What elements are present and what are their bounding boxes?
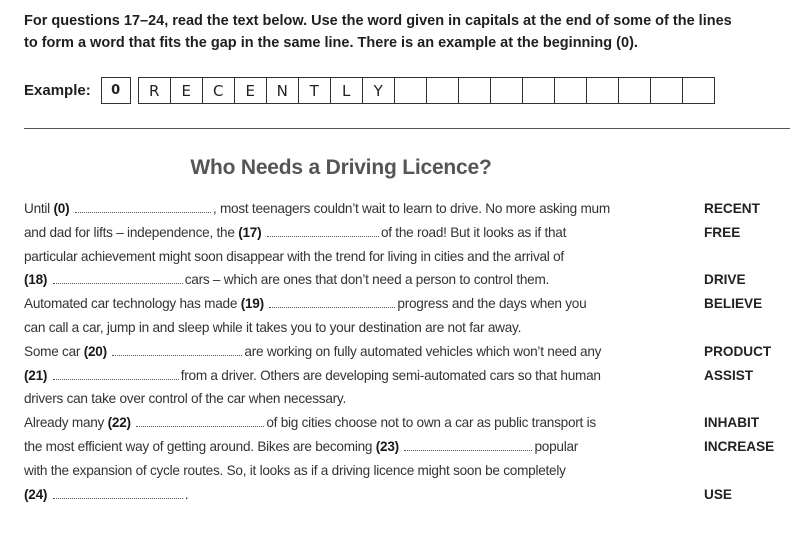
example-label: Example:	[24, 82, 91, 99]
passage-line	[24, 387, 704, 411]
example-letter-box	[522, 77, 555, 104]
example-letter-box: Y	[362, 77, 395, 104]
example-letter-box: E	[170, 77, 203, 104]
example-letter-box: L	[330, 77, 363, 104]
passage	[24, 197, 704, 506]
gap-blank[interactable]	[267, 226, 379, 237]
line-text: Automated car technology has made	[24, 296, 241, 312]
passage-line	[24, 340, 704, 364]
passage-line	[24, 292, 704, 316]
gap-number: (0)	[53, 201, 70, 216]
line-text: from a driver. Others are developing semi-automated cars so that human	[180, 367, 601, 383]
passage-line	[24, 435, 704, 459]
example-letter-box	[618, 77, 651, 104]
line-text: of the road! But it looks as if that	[380, 224, 567, 240]
line-text: particular achievement might soon disappear with the trend for living in cities and the arrival of	[24, 248, 564, 264]
passage-line	[24, 411, 704, 435]
divider	[24, 128, 790, 129]
keyword-column	[704, 197, 794, 506]
gap-number: (23)	[375, 438, 399, 454]
keyword	[704, 245, 794, 269]
line-text: are working on fully automated vehicles which won’t need any	[244, 343, 602, 359]
gap-blank[interactable]	[53, 273, 183, 284]
example-letter-box: E	[234, 77, 267, 104]
gap-number: (20)	[83, 343, 107, 359]
line-text: progress and the days when you	[397, 296, 587, 312]
keyword: FREE	[704, 224, 741, 240]
keyword: BELIEVE	[704, 296, 763, 312]
passage-line	[24, 483, 704, 507]
instructions	[24, 10, 784, 54]
gap-blank[interactable]	[269, 297, 395, 308]
passage-line	[24, 364, 704, 388]
gap-number: (24)	[24, 486, 48, 502]
passage-line	[24, 245, 704, 269]
line-text: Until	[24, 201, 54, 216]
example-letter-box: N	[266, 77, 299, 104]
page-title: Who Needs a Driving Licence?	[190, 156, 492, 179]
example-letter-box	[554, 77, 587, 104]
example-letter-box	[682, 77, 715, 104]
example-letter-box	[458, 77, 491, 104]
gap-number: (21)	[24, 367, 48, 383]
line-text: .	[184, 486, 189, 502]
instructions-line-1: For questions 17–24, read the text below. Use the word given in capitals at the end of some of the lines	[24, 13, 732, 29]
keyword: INCREASE	[704, 438, 775, 454]
example-letter-box	[490, 77, 523, 104]
keyword: DRIVE	[704, 272, 746, 288]
line-text: drivers can take over control of the car when necessary.	[24, 391, 346, 407]
gap-blank[interactable]	[404, 440, 532, 451]
gap-number: (18)	[24, 272, 48, 288]
keyword	[704, 316, 794, 340]
gap-blank[interactable]	[53, 488, 183, 499]
line-text: can call a car, jump in and sleep while it takes you to your destination are not far away.	[24, 319, 522, 335]
gap-number: (22)	[107, 415, 131, 431]
passage-line	[24, 459, 704, 483]
passage-line	[24, 316, 704, 340]
keyword: PRODUCT	[704, 343, 772, 359]
line-text: the most efficient way of getting around. Bikes are becoming	[24, 438, 376, 454]
keyword	[704, 459, 794, 483]
line-text: cars – which are ones that don’t need a person to control them.	[184, 272, 550, 288]
line-text: , most teenagers couldn’t wait to learn to drive. No more asking mum	[212, 201, 610, 216]
passage-line	[24, 221, 704, 245]
gap-blank[interactable]	[112, 345, 242, 356]
keyword	[704, 387, 794, 411]
gap-number: (19)	[240, 296, 264, 312]
keyword: RECENT	[704, 201, 760, 216]
line-text: of big cities choose not to own a car as public transport is	[266, 415, 596, 431]
keyword: ASSIST	[704, 367, 754, 383]
passage-line	[24, 197, 704, 221]
example-boxes	[101, 77, 715, 104]
keyword: INHABIT	[704, 415, 760, 431]
gap-blank[interactable]	[53, 369, 179, 380]
line-text: and dad for lifts – independence, the	[24, 224, 239, 240]
passage-line	[24, 268, 704, 292]
example-letter-box: R	[138, 77, 171, 104]
keyword: USE	[704, 486, 732, 502]
example-letter-box	[650, 77, 683, 104]
example-number-box: 0	[101, 77, 131, 104]
gap-number: (17)	[238, 224, 262, 240]
line-text: popular	[534, 438, 579, 454]
line-text: Some car	[24, 343, 84, 359]
gap-blank[interactable]	[75, 202, 211, 213]
example-letter-box: T	[298, 77, 331, 104]
example-letter-box	[586, 77, 619, 104]
example-letter-box	[426, 77, 459, 104]
line-text: Already many	[24, 415, 108, 431]
instructions-line-2: to form a word that fits the gap in the same line. There is an example at the beginning (0).	[24, 35, 638, 51]
example-letter-box: C	[202, 77, 235, 104]
gap-blank[interactable]	[136, 416, 264, 427]
example-row	[24, 77, 715, 104]
line-text: with the expansion of cycle routes. So, it looks as if a driving licence might soon be completely	[24, 462, 566, 478]
example-letter-box	[394, 77, 427, 104]
